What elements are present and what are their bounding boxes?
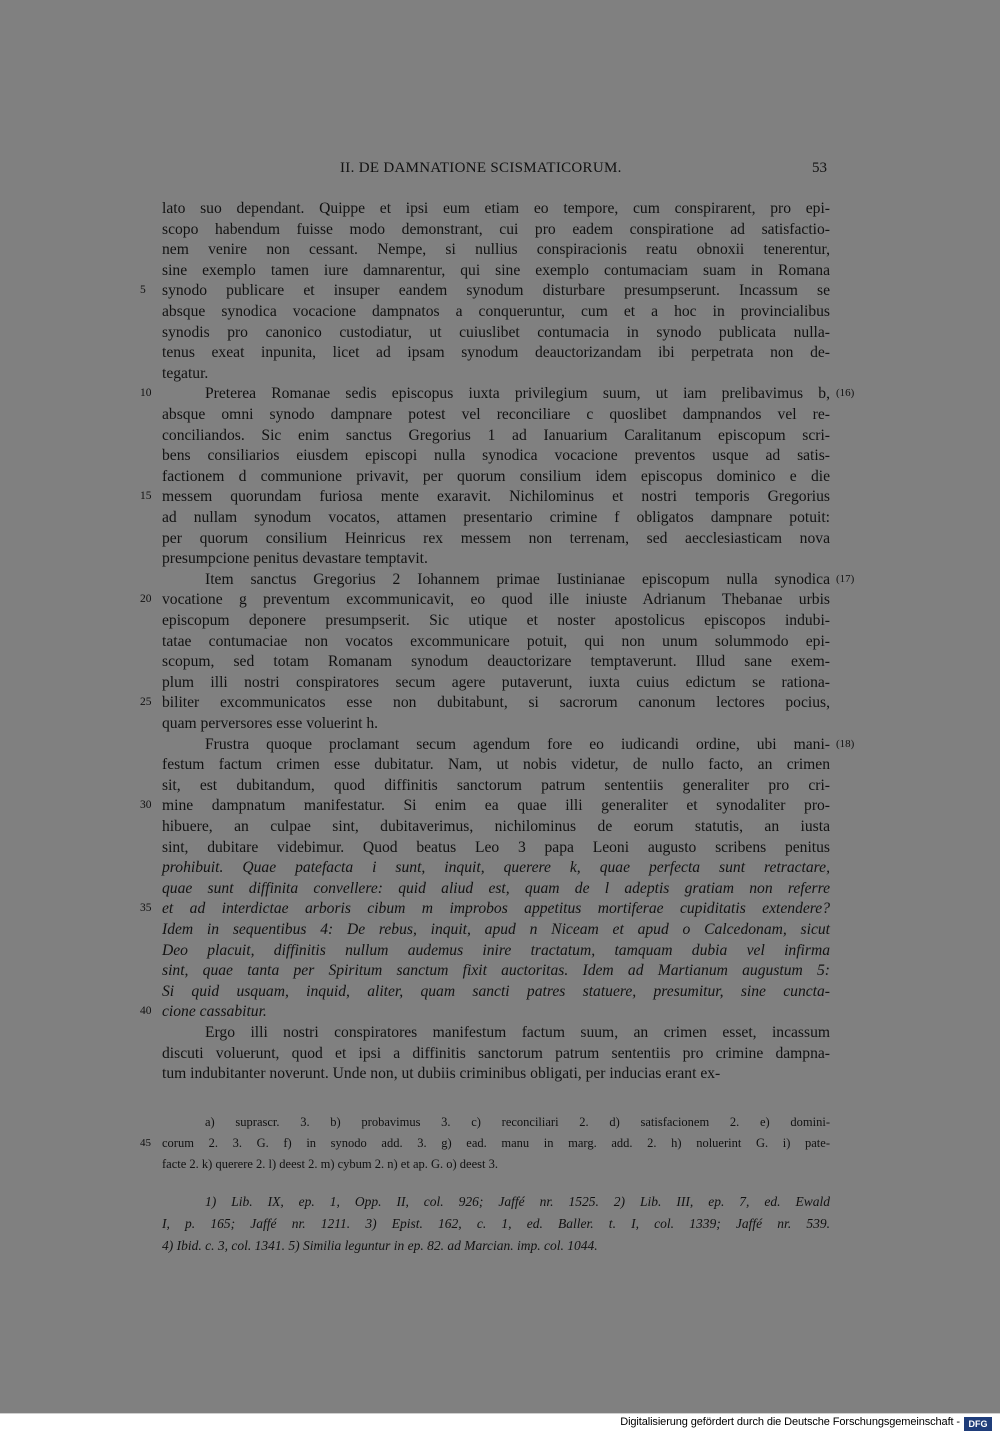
text-line: synodis pro canonico custodiatur, ut cuiuslibet contumacia in synodo publicata nulla- — [162, 323, 830, 341]
footnote-line: 1) Lib. IX, ep. 1, Opp. II, col. 926; Jaffé nr. 1525. 2) Lib. III, ep. 7, ed. Ewald — [205, 1194, 830, 1209]
critical-note-line: facte 2. k) querere 2. l) deest 2. m) cybum 2. n) et ap. G. o) deest 3. — [162, 1157, 498, 1171]
margin-section-number: (18) — [836, 737, 855, 750]
text-line: quam perversores esse voluerint h. — [162, 715, 379, 732]
text-line: plum illi nostri conspiratores secum agere putaverunt, iuxta cuius edictum se rationa- — [162, 673, 830, 691]
line-number: 30 — [140, 799, 152, 812]
text-line: sine exemplo tamen iure damnarentur, qui sine exemplo contumaciam suam in Romana — [162, 261, 830, 279]
text-line: factionem d communione privavit, per quorum consilium idem episcopus dominico e die — [162, 467, 830, 485]
text-line: quae sunt diffinita convellere: quid aliud est, quam de l adeptis gratiam non referre — [162, 879, 830, 897]
text-line: Idem in sequentibus 4: De rebus, inquit, apud n Niceam et apud o Calcedonam, sicut — [162, 921, 830, 938]
text-line: Si quid usquam, inquid, aliter, quam sancti patres statuere, presumitur, sine cuncta- — [162, 982, 830, 1000]
text-line: absque synodica vocacione dampnatos a conqueruntur, cum et a hoc in provincialibus — [162, 303, 830, 320]
text-line: Ergo illi nostri conspiratores manifestum factum suum, an crimen esset, incassum — [205, 1024, 830, 1041]
text-line: absque omni synodo dampnare potest vel reconciliare c quoslibet dampnandos vel re- — [162, 406, 830, 423]
text-line: synodo publicare et insuper eandem synodum disturbare presumpserunt. Incassum se — [162, 282, 830, 300]
margin-section-number: (17) — [836, 572, 855, 585]
text-line: mine dampnatum manifestatur. Si enim ea quae illi generaliter et synodaliter pro- — [162, 797, 830, 815]
text-line: nem venire non cessant. Nempe, si nullius conspiracionis reatu obnoxii tenerentur, — [162, 241, 830, 259]
text-line: prohibuit. Quae patefacta i sunt, inquit, querere k, quae perfecta sunt retractare, — [162, 859, 830, 877]
text-line: Frustra quoque proclamant secum agendum fore eo iudicandi ordine, ubi mani- — [205, 735, 830, 753]
text-line: cione cassabitur. — [162, 1003, 267, 1021]
footer-bar — [0, 1413, 1000, 1434]
text-line: sit, est dubitandum, quod diffinitis sanctorum patrum sententiis generaliter pro cri- — [162, 776, 830, 794]
text-line: Deo placuit, diffinitis nullum audemus inire tractatum, tamquam dubia vel infirma — [162, 941, 830, 959]
text-line: Preterea Romanae sedis episcopus iuxta privilegium suum, ut iam prelibavimus b, — [205, 385, 830, 403]
line-number: 35 — [140, 902, 152, 915]
text-line: scopum, sed totam Romanam synodum deauctorizare temptaverunt. Illud sane exem- — [162, 653, 830, 671]
text-line: bens consiliarios eiusdem episcopi nulla synodica vocacione preventos usque ad satis- — [162, 447, 830, 465]
line-number: 25 — [140, 696, 152, 709]
line-number: 5 — [140, 284, 146, 297]
text-line: et ad interdictae arboris cibum m improbos appetitus mortiferae cupiditatis extendere? — [162, 900, 830, 918]
text-line: sint, dubitare videbimur. Quod beatus Leo 3 papa Leoni augusto scribens penitus — [162, 838, 830, 856]
footnote-line: 4) Ibid. c. 3, col. 1341. 5) Similia leguntur in ep. 82. ad Marcian. imp. col. 1044. — [162, 1238, 598, 1253]
text-line: lato suo dependant. Quippe et ipsi eum etiam eo tempore, cum conspirarent, pro epi- — [162, 200, 830, 217]
text-line: Item sanctus Gregorius 2 Iohannem primae Iustinianae episcopum nulla synodica — [205, 570, 830, 588]
dfg-logo: DFG — [964, 1417, 992, 1431]
running-head: II. DE DAMNATIONE SCISMATICORUM. — [340, 160, 622, 176]
line-number: 15 — [140, 490, 152, 503]
text-line: discuti voluerunt, quod et ipsi a diffinitis sanctorum patrum sententiis pro crimine dampna- — [162, 1044, 830, 1062]
text-line: scopo habendum fuisse modo demonstrant, cui pro eadem conspiratione ad satisfactio- — [162, 220, 830, 238]
text-line: vocatione g preventum excommunicavit, eo quod ille iniuste Adrianum Thebanae urbis — [162, 591, 830, 609]
margin-section-number: (16) — [836, 387, 855, 400]
footnote-line: I, p. 165; Jaffé nr. 1211. 3) Epist. 162, c. 1, ed. Baller. t. I, col. 1339; Jaffé nr. 539. — [162, 1216, 830, 1231]
text-line: tum indubitanter noverunt. Unde non, ut dubiis criminibus obligati, per inducias erant ex- — [162, 1065, 721, 1083]
text-line: tegatur. — [162, 364, 209, 382]
text-line: hibuere, an culpae sint, dubitaverimus, nichilominus de eorum statutis, an iusta — [162, 818, 830, 835]
line-number: 20 — [140, 593, 152, 606]
page-number: 53 — [812, 160, 827, 176]
line-number: 40 — [140, 1005, 152, 1018]
text-line: conciliandos. Sic enim sanctus Gregorius 1 ad Ianuarium Caralitanum episcopum scri- — [162, 426, 830, 444]
line-number: 10 — [140, 387, 152, 400]
funding-notice: Digitalisierung gefördert durch die Deutsche Forschungsgemeinschaft - — [620, 1416, 960, 1428]
text-line: messem quorundam furiosa mente exaravit. Nichilominus et nostri temporis Gregorius — [162, 488, 830, 506]
text-line: episcopum deponere presumpserit. Sic utique et noster apostolicus episcopos indubi- — [162, 612, 830, 629]
text-line: sint, quae tanta per Spiritum sanctum fixit auctoritas. Idem ad Martianum augustum 5: — [162, 962, 830, 980]
critical-note-line: corum 2. 3. G. f) in synodo add. 3. g) ead. manu in marg. add. 2. h) noluerint G. i) pate- — [162, 1136, 830, 1150]
text-line: tenus exeat inpunita, licet ad ipsam synodum deauctorizandam ibi perpetrata non de- — [162, 344, 830, 362]
text-line: tatae contumaciae non vocatos excommunicare potuit, qui non unum solummodo epi- — [162, 632, 830, 650]
critical-note-line: a) suprascr. 3. b) probavimus 3. c) reconciliari 2. d) satisfacionem 2. e) domini- — [205, 1115, 830, 1129]
text-line: per quorum consilium Heinricus rex messem non terrenam, sed aecclesiasticam nova — [162, 529, 830, 547]
line-number: 45 — [140, 1137, 151, 1149]
text-line: festum factum crimen esse dubitatur. Nam, ut nobis videtur, de nullo facto, an crimen — [162, 756, 830, 774]
text-line: ad nullam synodum vocatos, attamen presentario crimine f obligatos dampnare potuit: — [162, 509, 830, 526]
text-line: biliter excommunicatos esse non dubitabunt, si sacrorum canonum lectores pocius, — [162, 694, 830, 712]
text-line: presumpcione penitus devastare temptavit. — [162, 550, 428, 568]
